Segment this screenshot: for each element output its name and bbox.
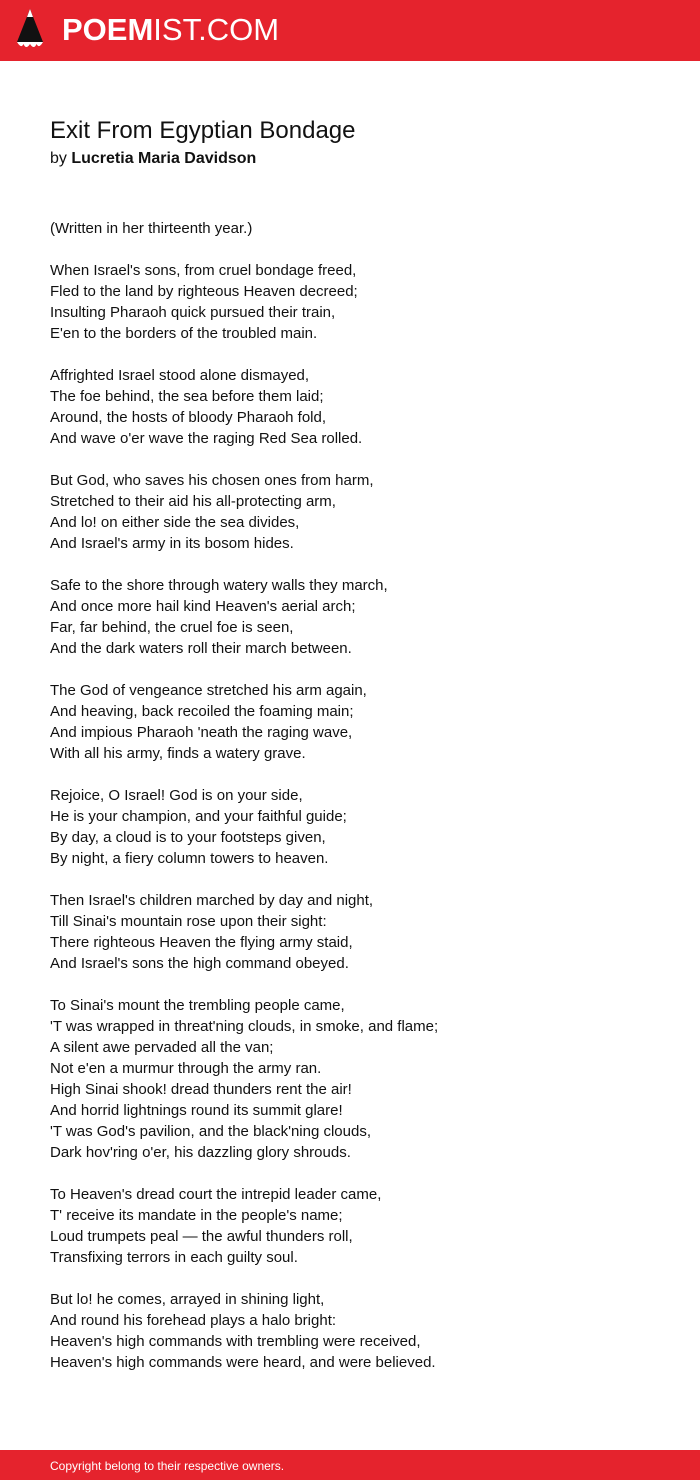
poem-line: Heaven's high commands were heard, and were believed. [50, 1354, 436, 1371]
copyright-text: Copyright belong to their respective owners. [50, 1459, 285, 1473]
poem-stanza [50, 1184, 670, 1268]
poem-line: And wave o'er wave the raging Red Sea rolled. [50, 430, 363, 447]
poem-stanza [50, 470, 670, 554]
poem-line: Transfixing terrors in each guilty soul. [50, 1249, 298, 1266]
poem-line: Heaven's high commands with trembling were received, [50, 1333, 421, 1350]
poem-line: And impious Pharaoh 'neath the raging wave, [50, 724, 353, 741]
poem-line: 'T was wrapped in threat'ning clouds, in smoke, and flame; [50, 1018, 439, 1035]
poem-line: T' receive its mandate in the people's name; [50, 1207, 343, 1224]
poem-line: 'T was God's pavilion, and the black'ning clouds, [50, 1123, 371, 1140]
poem-line: Affrighted Israel stood alone dismayed, [50, 367, 310, 384]
poem-line: By night, a fiery column towers to heaven. [50, 850, 329, 867]
poem-line: And lo! on either side the sea divides, [50, 514, 300, 531]
poem-line: And the dark waters roll their march between. [50, 640, 352, 657]
poem-line: Rejoice, O Israel! God is on your side, [50, 787, 303, 804]
poem-line: Till Sinai's mountain rose upon their sight: [50, 913, 327, 930]
poem-line: Dark hov'ring o'er, his dazzling glory shrouds. [50, 1144, 351, 1161]
poem-line: Then Israel's children marched by day and night, [50, 892, 374, 909]
poem-line: Far, far behind, the cruel foe is seen, [50, 619, 294, 636]
poem-title: Exit From Egyptian Bondage [50, 117, 356, 144]
poem-line: High Sinai shook! dread thunders rent the air! [50, 1081, 352, 1098]
pencil-tip-icon[interactable] [17, 9, 43, 51]
byline [50, 149, 256, 169]
poem-stanza [50, 995, 670, 1163]
poem-line: Stretched to their aid his all-protecting arm, [50, 493, 336, 510]
poem-line: (Written in her thirteenth year.) [50, 220, 253, 237]
by-label: by [50, 150, 67, 167]
poem-line: With all his army, finds a watery grave. [50, 745, 306, 762]
poem-line: E'en to the borders of the troubled main. [50, 325, 318, 342]
poem-line: And horrid lightnings round its summit glare! [50, 1102, 343, 1119]
site-logo[interactable] [62, 11, 279, 49]
poem-stanza [50, 260, 670, 344]
poem-line: When Israel's sons, from cruel bondage freed, [50, 262, 357, 279]
brand-bold: POEM [62, 12, 154, 47]
poem-stanza [50, 680, 670, 764]
poem-line: But God, who saves his chosen ones from harm, [50, 472, 374, 489]
poem-line: To Sinai's mount the trembling people came, [50, 997, 345, 1014]
poem-stanza [50, 890, 670, 974]
poem-line: Loud trumpets peal — the awful thunders roll, [50, 1228, 353, 1245]
brand-regular: IST.COM [153, 12, 280, 47]
site-footer [0, 1450, 700, 1480]
poem-stanza [50, 218, 670, 239]
poem-stanza [50, 1289, 670, 1373]
poem-line: And heaving, back recoiled the foaming main; [50, 703, 354, 720]
poem-line: And Israel's army in its bosom hides. [50, 535, 294, 552]
author-name[interactable]: Lucretia Maria Davidson [71, 150, 257, 167]
poem-body [50, 218, 670, 1394]
poem-line: He is your champion, and your faithful guide; [50, 808, 347, 825]
poem-line: There righteous Heaven the flying army staid, [50, 934, 353, 951]
poem-line: Around, the hosts of bloody Pharaoh fold, [50, 409, 327, 426]
poem-stanza [50, 365, 670, 449]
site-header [0, 0, 700, 61]
poem-line: Safe to the shore through watery walls they march, [50, 577, 388, 594]
poem-line: Not e'en a murmur through the army ran. [50, 1060, 322, 1077]
poem-line: Insulting Pharaoh quick pursued their train, [50, 304, 336, 321]
poem-line: But lo! he comes, arrayed in shining light, [50, 1291, 325, 1308]
poem-line: And round his forehead plays a halo bright: [50, 1312, 337, 1329]
poem-stanza [50, 575, 670, 659]
poem-line: And once more hail kind Heaven's aerial arch; [50, 598, 356, 615]
poem-line: The God of vengeance stretched his arm again, [50, 682, 367, 699]
poem-line: A silent awe pervaded all the van; [50, 1039, 274, 1056]
poem-line: The foe behind, the sea before them laid; [50, 388, 324, 405]
poem-line: By day, a cloud is to your footsteps given, [50, 829, 326, 846]
poem-line: And Israel's sons the high command obeyed. [50, 955, 349, 972]
poem-stanza [50, 785, 670, 869]
poem-line: To Heaven's dread court the intrepid leader came, [50, 1186, 382, 1203]
poem-line: Fled to the land by righteous Heaven decreed; [50, 283, 358, 300]
